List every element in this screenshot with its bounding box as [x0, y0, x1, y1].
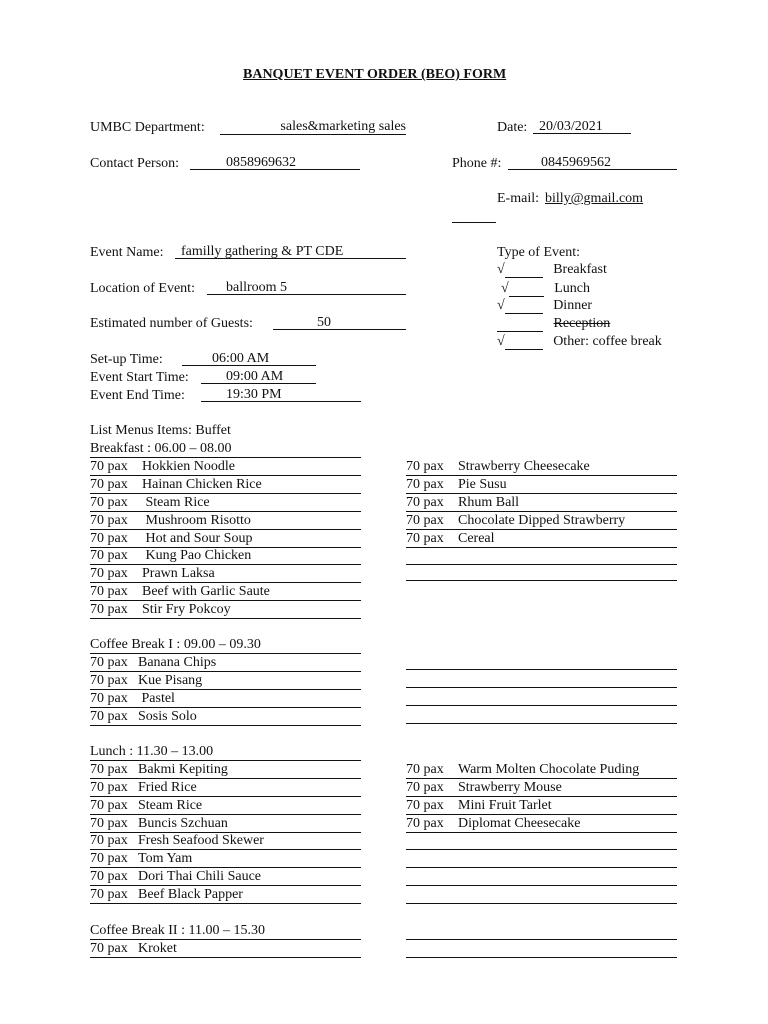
- department-label: UMBC Department:: [90, 120, 205, 135]
- menu-item: Hot and Sour Soup: [142, 531, 253, 546]
- lunch-title: [90, 744, 361, 761]
- location-label: Location of Event:: [90, 281, 195, 296]
- menu-row[interactable]: [90, 869, 361, 886]
- menu-item: Chocolate Dipped Strawberry: [458, 513, 626, 528]
- pax: 70 pax: [90, 513, 128, 528]
- menu-row[interactable]: [90, 887, 361, 904]
- menu-row[interactable]: [90, 851, 361, 868]
- date-field[interactable]: [533, 119, 631, 134]
- menu-row[interactable]: [90, 762, 361, 779]
- empty-row[interactable]: [406, 887, 677, 904]
- email-value[interactable]: billy@gmail.com: [545, 191, 644, 206]
- coffee2-title: [90, 923, 361, 940]
- check-icon: √: [497, 298, 505, 313]
- check-icon: √: [497, 262, 505, 277]
- menu-row[interactable]: [90, 691, 361, 708]
- menu-item: Steam Rice: [142, 495, 210, 510]
- menu-item: Kue Pisang: [138, 673, 203, 688]
- end-label: Event End Time:: [90, 388, 185, 403]
- menu-row[interactable]: [90, 548, 361, 565]
- pax: 70 pax: [90, 887, 128, 902]
- event-name-value: familly gathering & PT CDE: [181, 244, 344, 259]
- menu-item: Hainan Chicken Rice: [142, 477, 262, 492]
- empty-row[interactable]: [406, 833, 677, 850]
- menu-row[interactable]: [406, 459, 677, 476]
- menu-row[interactable]: [406, 798, 677, 815]
- pax: 70 pax: [406, 762, 444, 777]
- menu-item: Kung Pao Chicken: [142, 548, 252, 563]
- pax: 70 pax: [90, 566, 128, 581]
- pax: 70 pax: [90, 762, 128, 777]
- pax: 70 pax: [90, 780, 128, 795]
- menu-item: Kroket: [138, 941, 177, 956]
- menu-row[interactable]: [406, 780, 677, 797]
- empty-row[interactable]: [406, 564, 677, 581]
- type-option-other[interactable]: [497, 334, 662, 350]
- menu-row[interactable]: [406, 816, 677, 833]
- type-option-label: Other: coffee break: [553, 334, 662, 349]
- guests-field[interactable]: [273, 315, 406, 330]
- pax: 70 pax: [406, 531, 444, 546]
- menu-item: Fresh Seafood Skewer: [138, 833, 264, 848]
- empty-row[interactable]: [406, 869, 677, 886]
- type-option-dinner[interactable]: [497, 298, 592, 314]
- menu-item: Bakmi Kepiting: [138, 762, 228, 777]
- checkbox-line: [505, 298, 543, 314]
- menu-row[interactable]: [90, 709, 361, 726]
- pax: 70 pax: [406, 513, 444, 528]
- menu-row[interactable]: [90, 941, 361, 958]
- contact-value: 0858969632: [226, 155, 296, 170]
- menu-row[interactable]: [90, 673, 361, 690]
- type-option-lunch[interactable]: [501, 281, 590, 297]
- breakfast-title: [90, 441, 361, 458]
- empty-row[interactable]: [406, 707, 677, 724]
- menu-item: Cereal: [458, 531, 495, 546]
- end-field[interactable]: [201, 387, 361, 402]
- menu-row[interactable]: [90, 780, 361, 797]
- setup-value: 06:00 AM: [212, 351, 270, 366]
- menu-item: Sosis Solo: [138, 709, 197, 724]
- menu-item: Pie Susu: [458, 477, 507, 492]
- menu-item: Warm Molten Chocolate Puding: [458, 762, 640, 777]
- menu-row[interactable]: [90, 798, 361, 815]
- type-of-event-label: Type of Event:: [497, 245, 580, 260]
- pax: 70 pax: [90, 673, 128, 688]
- menu-item: Prawn Laksa: [142, 566, 215, 581]
- department-field[interactable]: [220, 119, 406, 135]
- type-option-label: Dinner: [553, 298, 593, 313]
- pax: 70 pax: [406, 495, 444, 510]
- coffee1-title: [90, 637, 361, 654]
- pax: 70 pax: [90, 584, 128, 599]
- menu-item: Steam Rice: [138, 798, 203, 813]
- checkbox-line: [509, 281, 544, 297]
- pax: 70 pax: [90, 655, 128, 670]
- pax: 70 pax: [90, 602, 128, 617]
- pax: 70 pax: [90, 495, 128, 510]
- empty-row[interactable]: [406, 941, 677, 958]
- pax: 70 pax: [90, 548, 128, 563]
- menu-item: Dori Thai Chili Sauce: [138, 869, 261, 884]
- menu-item: Beef with Garlic Saute: [142, 584, 270, 599]
- pax: 70 pax: [90, 816, 128, 831]
- email-label: E-mail:: [497, 191, 539, 206]
- menu-row[interactable]: [406, 477, 677, 494]
- checkbox-line: [497, 316, 543, 332]
- phone-field[interactable]: [508, 155, 677, 170]
- type-option-reception[interactable]: [497, 316, 610, 332]
- type-option-label: Breakfast: [553, 262, 607, 277]
- empty-row[interactable]: [406, 653, 677, 670]
- pax: 70 pax: [406, 780, 444, 795]
- setup-field[interactable]: [182, 351, 316, 366]
- pax: 70 pax: [90, 691, 128, 706]
- guests-label: Estimated number of Guests:: [90, 316, 253, 331]
- menu-item: Strawberry Mouse: [458, 780, 562, 795]
- date-value: 20/03/2021: [539, 119, 603, 134]
- menu-item: Fried Rice: [138, 780, 197, 795]
- menu-item: Rhum Ball: [458, 495, 520, 510]
- type-option-label: Lunch: [554, 281, 590, 296]
- event-name-field[interactable]: [175, 244, 406, 259]
- form-title: BANQUET EVENT ORDER (BEO) FORM: [243, 67, 507, 82]
- menu-row[interactable]: [90, 602, 361, 619]
- checkbox-line: [505, 334, 543, 350]
- menu-row[interactable]: [90, 495, 361, 512]
- menu-item: Hokkien Noodle: [142, 459, 235, 474]
- contact-label: Contact Person:: [90, 156, 180, 171]
- pax: 70 pax: [406, 459, 444, 474]
- empty-row[interactable]: [406, 548, 677, 565]
- start-value: 09:00 AM: [226, 369, 284, 384]
- date-label: Date:: [497, 120, 528, 135]
- phone-label: Phone #:: [452, 156, 502, 171]
- email-underline: [452, 222, 496, 223]
- menu-item: Mushroom Risotto: [142, 513, 251, 528]
- start-label: Event Start Time:: [90, 370, 189, 385]
- menu-row[interactable]: [406, 762, 677, 779]
- empty-row[interactable]: [406, 671, 677, 688]
- empty-row[interactable]: [406, 689, 677, 706]
- check-icon: √: [497, 334, 505, 349]
- pax: 70 pax: [90, 531, 128, 546]
- pax: 70 pax: [90, 798, 128, 813]
- type-option-label: Reception: [553, 316, 611, 331]
- contact-field[interactable]: [190, 155, 360, 170]
- menu-row[interactable]: [406, 531, 677, 548]
- menu-item: Beef Black Papper: [138, 887, 243, 902]
- section-title-text: Coffee Break I : 09.00 – 09.30: [90, 637, 261, 652]
- menu-row[interactable]: [90, 816, 361, 833]
- menu-heading: List Menus Items: Buffet: [90, 423, 231, 438]
- pax: 70 pax: [90, 941, 128, 956]
- menu-row[interactable]: [406, 495, 677, 512]
- pax: 70 pax: [406, 477, 444, 492]
- menu-row[interactable]: [90, 513, 361, 530]
- menu-item: Pastel: [138, 691, 175, 706]
- menu-row[interactable]: [90, 477, 361, 494]
- menu-item: Stir Fry Pokcoy: [142, 602, 231, 617]
- menu-item: Strawberry Cheesecake: [458, 459, 590, 474]
- location-value: ballroom 5: [226, 280, 288, 295]
- pax: 70 pax: [90, 833, 128, 848]
- pax: 70 pax: [90, 709, 128, 724]
- menu-row[interactable]: [90, 459, 361, 476]
- pax: 70 pax: [90, 477, 128, 492]
- start-field[interactable]: [201, 369, 316, 384]
- event-name-label: Event Name:: [90, 245, 164, 260]
- pax: 70 pax: [90, 851, 128, 866]
- pax: 70 pax: [90, 869, 128, 884]
- pax: 70 pax: [406, 798, 444, 813]
- menu-row[interactable]: [90, 584, 361, 601]
- section-title-text: Lunch : 11.30 – 13.00: [90, 744, 214, 759]
- menu-item: Diplomat Cheesecake: [458, 816, 581, 831]
- menu-row[interactable]: [90, 566, 361, 583]
- pax: 70 pax: [90, 459, 128, 474]
- menu-item: Tom Yam: [138, 851, 193, 866]
- location-field[interactable]: [207, 280, 406, 295]
- menu-row[interactable]: [406, 513, 677, 530]
- empty-row[interactable]: [406, 851, 677, 868]
- section-title-text: Breakfast : 06.00 – 08.00: [90, 441, 232, 456]
- checkbox-line: [505, 262, 543, 278]
- check-icon: √: [501, 281, 509, 296]
- menu-row[interactable]: [90, 833, 361, 850]
- menu-item: Mini Fruit Tarlet: [458, 798, 552, 813]
- end-value: 19:30 PM: [226, 387, 282, 402]
- section-title-text: Coffee Break II : 11.00 – 15.30: [90, 923, 265, 938]
- menu-item: Banana Chips: [138, 655, 217, 670]
- type-option-breakfast[interactable]: [497, 262, 607, 278]
- setup-label: Set-up Time:: [90, 352, 163, 367]
- menu-item: Buncis Szchuan: [138, 816, 228, 831]
- pax: 70 pax: [406, 816, 444, 831]
- department-value: sales&marketing sales: [280, 119, 406, 134]
- menu-row[interactable]: [90, 655, 361, 672]
- guests-value: 50: [317, 315, 331, 330]
- empty-row[interactable]: [406, 923, 677, 940]
- phone-value: 0845969562: [541, 155, 611, 170]
- menu-row[interactable]: [90, 531, 361, 548]
